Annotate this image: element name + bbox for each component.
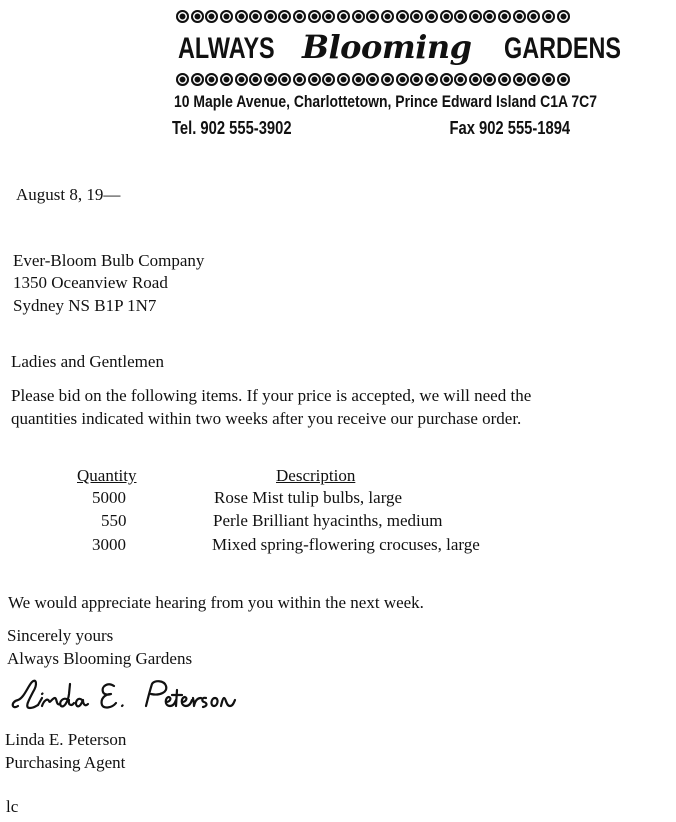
top-flower-border (176, 9, 570, 23)
flower-ornament-icon (557, 73, 570, 86)
letterhead-fax: Fax 902 555-1894 (449, 118, 570, 138)
flower-ornament-icon (381, 73, 394, 86)
flower-ornament-icon (278, 73, 291, 86)
flower-ornament-icon (454, 10, 467, 23)
flower-ornament-icon (542, 10, 555, 23)
company-name-left: ALWAYS (178, 32, 275, 65)
salutation: Ladies and Gentlemen (11, 352, 164, 371)
flower-ornament-icon (498, 73, 511, 86)
recipient-street: 1350 Oceanview Road (13, 273, 168, 292)
signer-title: Purchasing Agent (5, 753, 126, 772)
flower-ornament-icon (366, 10, 379, 23)
bottom-flower-border (176, 72, 570, 86)
flower-ornament-icon (469, 10, 482, 23)
flower-ornament-icon (278, 10, 291, 23)
letterhead-telephone: Tel. 902 555-3902 (172, 118, 292, 138)
table-row-quantity: 3000 (92, 535, 126, 554)
column-header-quantity: Quantity (77, 466, 137, 485)
table-row-quantity: 5000 (92, 488, 126, 507)
flower-ornament-icon (396, 10, 409, 23)
flower-ornament-icon (425, 73, 438, 86)
flower-ornament-icon (352, 10, 365, 23)
flower-ornament-icon (542, 73, 555, 86)
flower-ornament-icon (191, 73, 204, 86)
flower-ornament-icon (249, 73, 262, 86)
flower-ornament-icon (308, 73, 321, 86)
flower-ornament-icon (396, 73, 409, 86)
company-name-right: GARDENS (504, 32, 622, 65)
body-line-2: quantities indicated within two weeks after you receive our purchase order. (11, 409, 522, 428)
flower-ornament-icon (527, 10, 540, 23)
letter-date: August 8, 19— (16, 185, 121, 204)
flower-ornament-icon (337, 73, 350, 86)
flower-ornament-icon (454, 73, 467, 86)
flower-ornament-icon (381, 10, 394, 23)
reference-initials: lc (6, 797, 19, 816)
flower-ornament-icon (191, 10, 204, 23)
flower-ornament-icon (352, 73, 365, 86)
flower-ornament-icon (410, 10, 423, 23)
flower-ornament-icon (249, 10, 262, 23)
company-logo (178, 28, 622, 70)
flower-ornament-icon (440, 10, 453, 23)
flower-ornament-icon (322, 10, 335, 23)
flower-ornament-icon (483, 10, 496, 23)
flower-ornament-icon (220, 73, 233, 86)
flower-ornament-icon (220, 10, 233, 23)
handwritten-signature (8, 676, 240, 716)
table-row-description: Mixed spring-flowering crocuses, large (212, 535, 480, 554)
flower-ornament-icon (264, 73, 277, 86)
flower-ornament-icon (205, 73, 218, 86)
company-name-script: Blooming (301, 28, 472, 66)
flower-ornament-icon (498, 10, 511, 23)
letterhead-address: 10 Maple Avenue, Charlottetown, Prince Edward Island C1A 7C7 (174, 92, 597, 111)
recipient-company: Ever-Bloom Bulb Company (13, 251, 205, 270)
flower-ornament-icon (322, 73, 335, 86)
flower-ornament-icon (235, 10, 248, 23)
flower-ornament-icon (176, 73, 189, 86)
flower-ornament-icon (205, 10, 218, 23)
flower-ornament-icon (293, 73, 306, 86)
flower-ornament-icon (469, 73, 482, 86)
flower-ornament-icon (176, 10, 189, 23)
flower-ornament-icon (366, 73, 379, 86)
flower-ornament-icon (513, 10, 526, 23)
signer-name: Linda E. Peterson (5, 730, 127, 749)
flower-ornament-icon (264, 10, 277, 23)
closing-paragraph: We would appreciate hearing from you within the next week. (8, 593, 424, 612)
complimentary-close: Sincerely yours (7, 626, 114, 645)
closing-company: Always Blooming Gardens (7, 649, 193, 668)
recipient-city: Sydney NS B1P 1N7 (13, 296, 157, 315)
table-row-description: Perle Brilliant hyacinths, medium (213, 511, 443, 530)
flower-ornament-icon (425, 10, 438, 23)
table-row-description: Rose Mist tulip bulbs, large (214, 488, 403, 507)
flower-ornament-icon (337, 10, 350, 23)
flower-ornament-icon (293, 10, 306, 23)
flower-ornament-icon (483, 73, 496, 86)
flower-ornament-icon (235, 73, 248, 86)
flower-ornament-icon (513, 73, 526, 86)
flower-ornament-icon (557, 10, 570, 23)
flower-ornament-icon (440, 73, 453, 86)
column-header-description: Description (276, 466, 356, 485)
flower-ornament-icon (308, 10, 321, 23)
flower-ornament-icon (410, 73, 423, 86)
flower-ornament-icon (527, 73, 540, 86)
table-row-quantity: 550 (101, 511, 127, 530)
body-line-1: Please bid on the following items. If your price is accepted, we will need the (11, 386, 532, 405)
